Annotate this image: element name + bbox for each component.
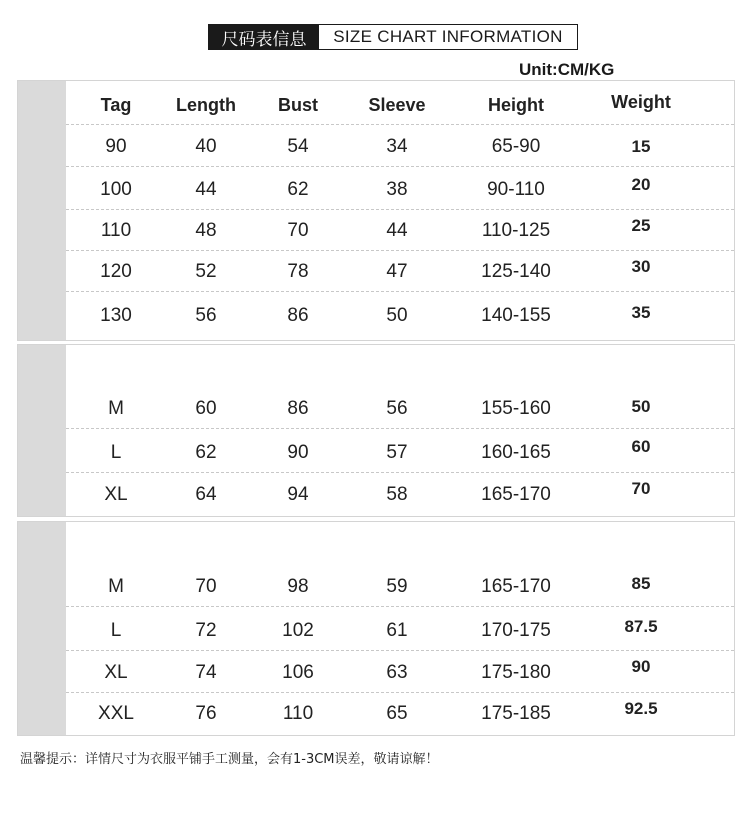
cell-height: 165-170 bbox=[481, 576, 551, 597]
cell-weight: 87.5 bbox=[624, 617, 658, 636]
cell-height: 175-180 bbox=[481, 662, 551, 683]
cell-length: 64 bbox=[195, 484, 217, 505]
cell-bust: 102 bbox=[282, 620, 314, 641]
title-chinese: 尺码表信息 bbox=[209, 25, 319, 49]
table-row bbox=[66, 611, 734, 651]
header-weight: Weight bbox=[611, 91, 671, 112]
cell-height: 140-155 bbox=[481, 305, 551, 326]
cell-tag: XL bbox=[104, 484, 128, 505]
table-row bbox=[66, 127, 734, 167]
table-row bbox=[66, 296, 734, 336]
cell-weight: 85 bbox=[631, 574, 651, 593]
table-row bbox=[66, 475, 734, 515]
cell-bust: 98 bbox=[287, 576, 309, 597]
cell-bust: 78 bbox=[287, 261, 309, 282]
header-tag: Tag bbox=[100, 94, 132, 115]
cell-length: 56 bbox=[195, 305, 217, 326]
cell-tag: 90 bbox=[105, 136, 127, 157]
header-length: Length bbox=[176, 94, 236, 115]
title-english: SIZE CHART INFORMATION bbox=[319, 25, 577, 49]
cell-bust: 110 bbox=[282, 703, 314, 724]
cell-sleeve: 57 bbox=[386, 442, 408, 463]
cell-length: 44 bbox=[195, 179, 217, 200]
cell-weight: 30 bbox=[631, 257, 651, 276]
cell-sleeve: 61 bbox=[386, 620, 408, 641]
cell-length: 70 bbox=[195, 576, 217, 597]
cell-height: 110-125 bbox=[481, 220, 551, 241]
cell-length: 72 bbox=[195, 620, 217, 641]
table-row bbox=[66, 211, 734, 251]
size-table-section-2 bbox=[17, 344, 735, 517]
header-bust: Bust bbox=[278, 94, 318, 115]
cell-length: 52 bbox=[195, 261, 217, 282]
cell-tag: L bbox=[110, 442, 122, 463]
cell-height: 155-160 bbox=[481, 398, 551, 419]
cell-weight: 25 bbox=[631, 216, 651, 235]
cell-weight: 92.5 bbox=[624, 699, 658, 718]
table-row bbox=[66, 694, 734, 734]
cell-weight: 35 bbox=[631, 303, 651, 322]
cell-tag: 120 bbox=[100, 261, 132, 282]
cell-sleeve: 65 bbox=[386, 703, 408, 724]
cell-weight: 20 bbox=[631, 175, 651, 194]
cell-weight: 90 bbox=[631, 657, 651, 676]
header-row bbox=[66, 85, 734, 125]
cell-bust: 70 bbox=[287, 220, 309, 241]
cell-bust: 94 bbox=[287, 484, 309, 505]
size-table-section-3 bbox=[17, 521, 735, 736]
cell-height: 125-140 bbox=[481, 261, 551, 282]
cell-tag: XXL bbox=[98, 703, 134, 724]
section-strip bbox=[18, 522, 66, 735]
cell-length: 60 bbox=[195, 398, 217, 419]
cell-bust: 86 bbox=[287, 398, 309, 419]
cell-sleeve: 47 bbox=[386, 261, 408, 282]
cell-length: 48 bbox=[195, 220, 217, 241]
cell-height: 175-185 bbox=[481, 703, 551, 724]
table-row bbox=[66, 252, 734, 292]
cell-weight: 50 bbox=[631, 397, 651, 416]
measurement-note: 温馨提示：详情尺寸为衣服平铺手工测量，会有1-3CM误差，敬请谅解！ bbox=[20, 752, 439, 767]
cell-tag: XL bbox=[104, 662, 128, 683]
cell-weight: 15 bbox=[631, 137, 651, 156]
cell-sleeve: 38 bbox=[386, 179, 408, 200]
cell-tag: 110 bbox=[100, 220, 132, 241]
table-row bbox=[66, 170, 734, 210]
cell-bust: 86 bbox=[287, 305, 309, 326]
cell-height: 90-110 bbox=[487, 179, 545, 200]
section-strip bbox=[18, 345, 66, 516]
cell-weight: 70 bbox=[631, 479, 651, 498]
cell-bust: 54 bbox=[287, 136, 309, 157]
table-row bbox=[66, 567, 734, 607]
cell-tag: M bbox=[108, 576, 124, 597]
cell-length: 76 bbox=[195, 703, 217, 724]
cell-length: 74 bbox=[195, 662, 217, 683]
header-sleeve: Sleeve bbox=[368, 94, 426, 115]
cell-sleeve: 59 bbox=[386, 576, 408, 597]
cell-height: 160-165 bbox=[481, 442, 551, 463]
cell-sleeve: 63 bbox=[386, 662, 408, 683]
cell-height: 165-170 bbox=[481, 484, 551, 505]
cell-height: 65-90 bbox=[491, 136, 541, 157]
unit-label: Unit:CM/KG bbox=[519, 60, 615, 79]
cell-bust: 106 bbox=[282, 662, 314, 683]
cell-length: 62 bbox=[195, 442, 217, 463]
title-banner bbox=[208, 24, 578, 50]
table-row bbox=[66, 653, 734, 693]
cell-sleeve: 58 bbox=[386, 484, 408, 505]
size-table-kids bbox=[17, 80, 735, 341]
cell-weight: 60 bbox=[631, 437, 651, 456]
cell-tag: 130 bbox=[100, 305, 132, 326]
table-row bbox=[66, 433, 734, 473]
cell-sleeve: 44 bbox=[386, 220, 408, 241]
cell-tag: L bbox=[110, 620, 122, 641]
table-row bbox=[66, 389, 734, 429]
cell-length: 40 bbox=[195, 136, 217, 157]
cell-tag: M bbox=[108, 398, 124, 419]
cell-sleeve: 34 bbox=[386, 136, 408, 157]
cell-bust: 90 bbox=[287, 442, 309, 463]
cell-sleeve: 50 bbox=[386, 305, 408, 326]
header-height: Height bbox=[488, 94, 544, 115]
cell-bust: 62 bbox=[287, 179, 309, 200]
cell-tag: 100 bbox=[100, 179, 132, 200]
section-strip bbox=[18, 81, 66, 340]
cell-sleeve: 56 bbox=[386, 398, 408, 419]
cell-height: 170-175 bbox=[481, 620, 551, 641]
